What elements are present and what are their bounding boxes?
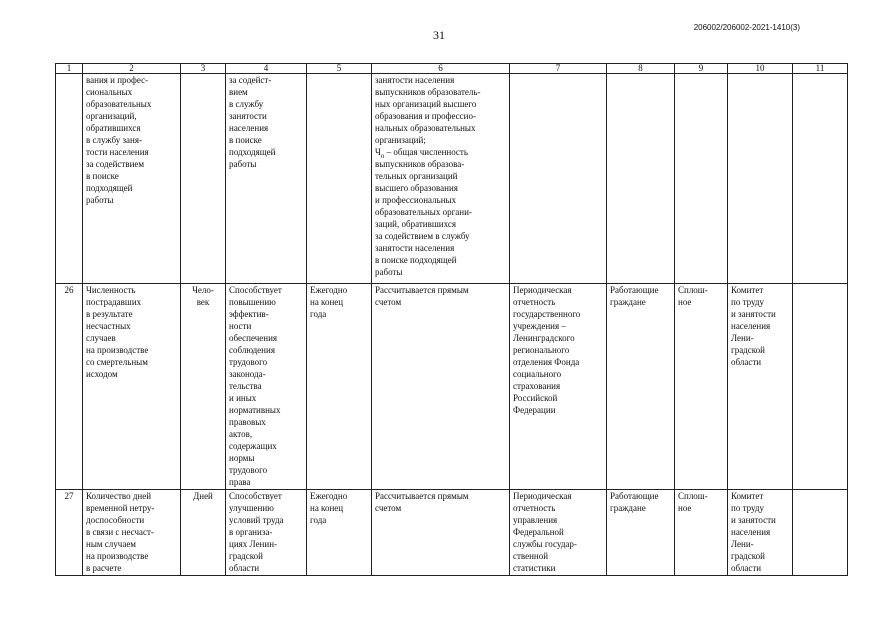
indicator-name-cell: Количество дней временной нетру- доспособности в связи с несчаст- ным случаем на производстве в расчете	[83, 490, 181, 576]
purpose-cell: Способствует повышению эффектив- ности обеспечения соблюдения трудового законода- тельства и иных нормативных правовых актов, содержащих нормы трудового права	[226, 284, 307, 490]
calculation-method-cell	[372, 74, 510, 284]
row-number-cell: 27	[56, 490, 83, 576]
purpose-cell: за содейст- вием в службу занятости населения в поиске подходящей работы	[226, 74, 307, 284]
method-text: занятости населения выпускников образователь- ных организаций высшего образования и профессио- нальных образовательных организаций;	[375, 75, 481, 145]
column-number: 3	[181, 64, 226, 74]
indicator-name-cell: вания и профес- сиональных образовательных организаций, обратившихся в службу заня- тости населения за содействием в поиске подходящей работы	[83, 74, 181, 284]
data-source-cell: Периодическая отчетность государственного учреждения – Ленинградского регионального отделения Фонда социального страхования Российской Федерации	[510, 284, 607, 490]
column-number: 10	[728, 64, 793, 74]
indicators-table	[55, 63, 848, 576]
periodicity-cell: Ежегодно на конец года	[307, 284, 372, 490]
responsible-cell	[728, 74, 793, 284]
unit-cell	[181, 74, 226, 284]
indicator-name-cell: Численность пострадавших в результате несчастных случаев на производстве со смертельным исходом	[83, 284, 181, 490]
column-number: 5	[307, 64, 372, 74]
table-row	[56, 74, 848, 284]
periodicity-cell: Ежегодно на конец года	[307, 490, 372, 576]
unit-cell: Дней	[181, 490, 226, 576]
column-number: 9	[675, 64, 728, 74]
formula-symbol: Ч	[375, 147, 381, 157]
responsible-cell: Комитет по труду и занятости населения Лени- градской области	[728, 284, 793, 490]
responsible-cell: Комитет по труду и занятости населения Лени- градской области	[728, 490, 793, 576]
purpose-cell: Способствует улучшению условий труда в организа- циях Ленин- градской области	[226, 490, 307, 576]
table-row	[56, 284, 848, 490]
observation-method-cell	[675, 74, 728, 284]
population-cell: Работающие граждане	[607, 284, 675, 490]
notes-cell	[793, 490, 848, 576]
data-source-cell: Периодическая отчетность управления Федеральной службы государ- ственной статистики	[510, 490, 607, 576]
column-number: 11	[793, 64, 848, 74]
column-number: 8	[607, 64, 675, 74]
data-source-cell	[510, 74, 607, 284]
calculation-method-cell: Рассчитывается прямым счетом	[372, 284, 510, 490]
column-number: 2	[83, 64, 181, 74]
calculation-method-cell: Рассчитывается прямым счетом	[372, 490, 510, 576]
notes-cell	[793, 284, 848, 490]
table-row	[56, 490, 848, 576]
row-number-cell: 26	[56, 284, 83, 490]
method-text: – общая численность выпускников образова- тельных организаций высшего образования и профессиональных образовательных органи- заций, обратившихся за содействием в службу занятости населения в поиске подходящей работы	[375, 147, 472, 277]
column-number: 1	[56, 64, 83, 74]
column-number: 7	[510, 64, 607, 74]
notes-cell	[793, 74, 848, 284]
column-number-row	[56, 64, 848, 74]
document-id: 206002/206002-2021-1410(3)	[693, 23, 800, 32]
column-number: 6	[372, 64, 510, 74]
population-cell: Работающие граждане	[607, 490, 675, 576]
population-cell	[607, 74, 675, 284]
column-number: 4	[226, 64, 307, 74]
page-number: 31	[433, 28, 445, 42]
unit-cell: Чело- век	[181, 284, 226, 490]
observation-method-cell: Сплош- ное	[675, 490, 728, 576]
row-number-cell	[56, 74, 83, 284]
periodicity-cell	[307, 74, 372, 284]
observation-method-cell: Сплош- ное	[675, 284, 728, 490]
formula-subscript: о	[380, 151, 385, 160]
